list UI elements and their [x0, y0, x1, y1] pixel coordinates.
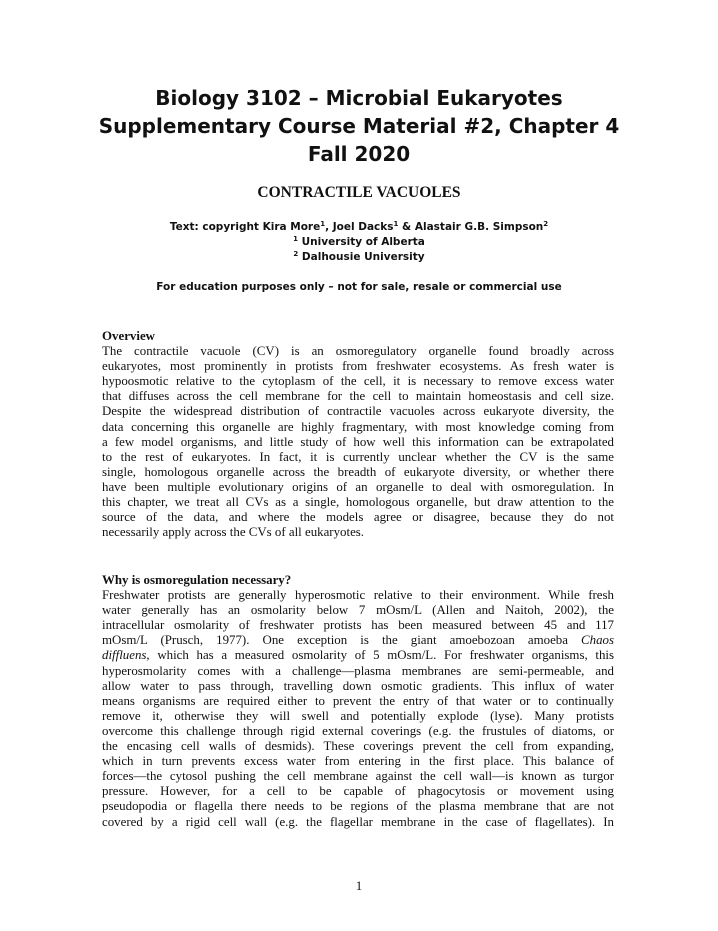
osmoregulation-paragraph: Freshwater protists are generally hyperosmotic relative to their environment. While fresh water generally has an osmolarity below 7 mOsm/L (Allen and Naitoh, 2002), the intracellular osmolarity of freshwater protists has been measured between 45 and 117 mOsm/L (Prusch, 1977). One exception is the giant amoebozoan amoeba Chaos diffluens, which has a measured osmolarity of 5 mOsm/L. For freshwater organisms, this hyperosmolarity comes with a challenge—plasma membranes are semi-permeable, and allow water to pass through, travelling down osmotic gradients. This influx of water means organisms are required either to prevent the entry of that water or to continually remove it, otherwise they will swell and potentially explode (lyse). Many protists overcome this challenge through rigid external coverings (e.g. the frustules of diatoms, or the encasing cell walls of desmids). These coverings prevent the cell from expanding, which in turn prevents excess water from entering in the first place. This balance of forces—the cytosol pushing the cell membrane against the cell wall—is known as turgor pressure. However, for a cell to be capable of phagocytosis or movement using pseudopodia or flagella there needs to be regions of the plasma membrane that are not covered by a rigid cell wall (e.g. the flagellar membrane in the case of flagellates). In: [102, 588, 614, 829]
usage-notice: For education purposes only – not for sale, resale or commercial use: [156, 281, 562, 293]
affiliation-1: $^1$ University of Alberta: [293, 235, 425, 248]
osmoregulation-section: [102, 573, 614, 830]
overview-paragraph: The contractile vacuole (CV) is an osmoregulatory organelle found broadly across eukaryotes, most prominently in protists from freshwater ecosystems. As fresh water is hypoosmotic relative to the cytoplasm of the cell, it is necessary to remove excess water that diffuses across the cell membrane for the cell to maintain homeostasis and cell size. Despite the widespread distribution of contractile vacuoles across eukaryote diversity, the data concerning this organelle are highly fragmentary, with most knowledge coming from a few model organisms, and little study of how well this information can be extrapolated to the rest of eukaryotes. In fact, it is currently unclear whether the CV is the same single, homologous organelle across the breadth of eukaryote diversity, or whether there have been multiple evolutionary origins of an organelle to deal with osmoregulation. In this chapter, we treat all CVs as a single, homologous organelle, but draw attention to the source of the data, and where the models agree or disagree, because they do not necessarily apply across the CVs of all eukaryotes.: [102, 344, 614, 540]
title-line-2: Supplementary Course Material #2, Chapter 4: [98, 114, 620, 138]
credits-block: [0, 220, 718, 265]
osmoregulation-heading: Why is osmoregulation necessary?: [102, 573, 292, 587]
authors-line: Text: copyright Kira More$^1$, Joel Dacks$^1$ & Alastair G.B. Simpson$^2$: [169, 220, 549, 233]
page-number: 1: [355, 878, 363, 893]
title-line-1: Biology 3102 – Microbial Eukaryotes: [155, 86, 563, 110]
title-line-3: Fall 2020: [307, 142, 411, 166]
chapter-title: CONTRACTILE VACUOLES: [257, 184, 461, 201]
overview-heading: Overview: [102, 329, 155, 343]
affiliation-2: $^2$ Dalhousie University: [293, 250, 425, 263]
document-title: [0, 84, 718, 168]
overview-section: [102, 329, 614, 540]
